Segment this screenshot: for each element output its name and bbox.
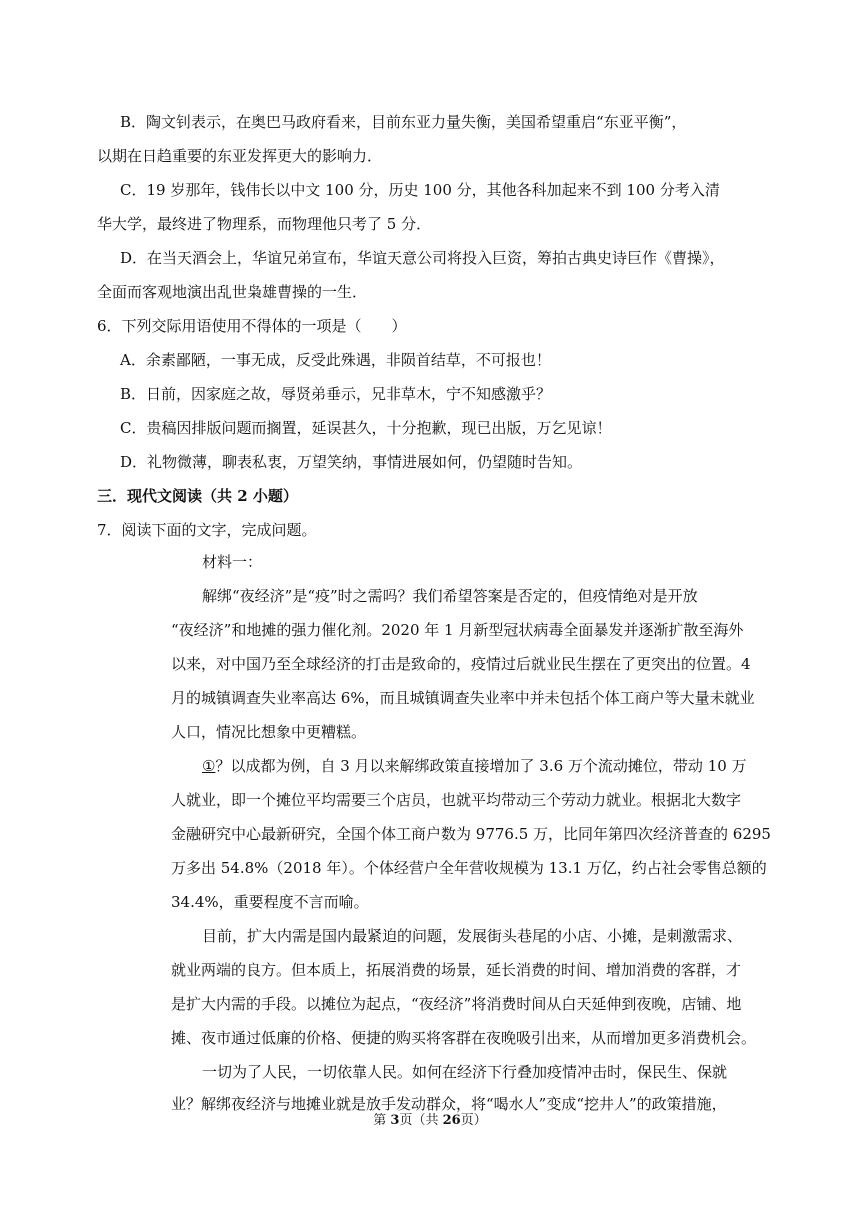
blank-marker: ①	[202, 757, 216, 775]
passage-line: 摊、夜市通过低廉的价格、便捷的购买将客群在夜晚吸引出来，从而增加更多消费机会。	[171, 1029, 757, 1047]
q6-option-a: A．余素鄙陋，一事无成，反受此殊遇，非陨首结草，不可报也！	[120, 351, 551, 369]
passage-line: 金融研究中心最新研究，全国个体工商户数为 9776.5 万，比同年第四次经济普查的 6295	[171, 825, 771, 843]
option-d-line-1: D．在当天酒会上，华谊兄弟宣布，华谊天意公司将投入巨资，筹拍古典史诗巨作《曹操》，	[120, 249, 725, 267]
passage-line: 目前，扩大内需是国内最紧迫的问题，发展街头巷尾的小店、小摊，是刺激需求、	[202, 927, 743, 945]
material-label: 材料一：	[202, 553, 263, 571]
option-b-line-2: 以期在日趋重要的东亚发挥更大的影响力．	[97, 147, 383, 165]
option-b-line-1: B．陶文钊表示，在奥巴马政府看来，目前东亚力量失衡，美国希望重启“东亚平衡”，	[120, 113, 687, 131]
footer-page-number: 3	[390, 1113, 400, 1128]
question-6-stem: 6．下列交际用语使用不得体的一项是（ ）	[97, 317, 407, 335]
passage-line-text: ？以成都为例，自 3 月以来解绑政策直接增加了 3.6 万个流动摊位，带动 10 万	[215, 757, 747, 775]
passage-line: 解绑“夜经济”是“疫”时之需吗？我们希望答案是否定的，但疫情绝对是开放	[202, 587, 698, 605]
footer-text: 页）	[460, 1113, 487, 1128]
passage-line: 人就业，即一个摊位平均需要三个店员，也就平均带动三个劳动力就业。根据北大数字	[171, 791, 742, 809]
passage-line: 以来，对中国乃至全球经济的打击是致命的，疫情过后就业民生摆在了更突出的位置。4	[171, 655, 751, 673]
q6-option-b: B．日前，因家庭之故，辱贤弟垂示，兄非草木，宁不知感激乎？	[120, 385, 552, 403]
page-footer	[0, 1112, 860, 1130]
passage-line: 一切为了人民，一切依靠人民。如何在经济下行叠加疫情冲击时，保民生、保就	[202, 1063, 728, 1081]
option-c-line-2: 华大学，最终进了物理系，而物理他只考了 5 分．	[97, 215, 432, 233]
passage-line-blank	[202, 756, 747, 776]
passage-line: “夜经济”和地摊的强力催化剂。2020 年 1 月新型冠状病毒全面暴发并逐渐扩散至海外	[171, 621, 744, 639]
q6-option-c: C．贵稿因排版问题而搁置，延误甚久，十分抱歉，现已出版，万乞见谅！	[120, 419, 612, 437]
passage-line: 业？解绑夜经济与地摊业就是放手发动群众，将“喝水人”变成“挖井人”的政策措施，	[171, 1095, 727, 1113]
option-d-line-2: 全面而客观地演出乱世枭雄曹操的一生．	[97, 283, 368, 301]
footer-total-pages: 26	[442, 1113, 461, 1128]
section-heading: 三．现代文阅读（共 2 小题）	[97, 487, 298, 505]
passage-line: 34.4%，重要程度不言而喻。	[171, 893, 369, 911]
passage-line: 万多出 54.8%（2018 年）。个体经营户全年营收规模为 13.1 万亿，约占社会零售总额的	[171, 859, 767, 877]
footer-text: 页（共	[399, 1113, 443, 1128]
passage-line: 人口，情况比想象中更糟糕。	[171, 723, 367, 741]
q6-option-d: D．礼物微薄，聊表私衷，万望笑纳，事情进展如何，仍望随时告知。	[120, 453, 583, 471]
option-c-line-1: C．19 岁那年，钱伟长以中文 100 分，历史 100 分，其他各科加起来不到 100 分考入清	[120, 181, 720, 199]
question-7-stem: 7．阅读下面的文字，完成问题。	[97, 521, 317, 539]
passage-line: 月的城镇调查失业率高达 6%，而且城镇调查失业率中并未包括个体工商户等大量未就业	[171, 689, 755, 707]
passage-line: 是扩大内需的手段。以摊位为起点，“夜经济”将消费时间从白天延伸到夜晚，店铺、地	[171, 995, 742, 1013]
passage-line: 就业两端的良方。但本质上，拓展消费的场景，延长消费的时间、增加消费的客群，才	[171, 961, 742, 979]
footer-text: 第	[373, 1113, 391, 1128]
